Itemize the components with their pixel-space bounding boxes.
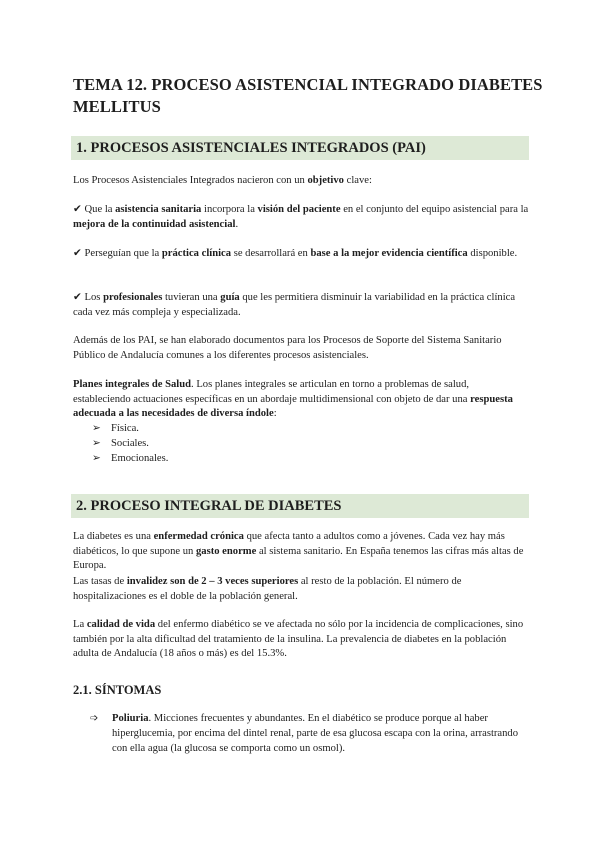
- text-run: Las tasas de: [73, 576, 127, 587]
- arrow-bullet-icon: ➢: [92, 453, 101, 464]
- text-run: se desarrollará en: [231, 248, 311, 259]
- section-heading-pai: [71, 136, 529, 160]
- support-processes-paragraph: Además de los PAI, se han elaborado documentos para los Procesos de Soporte del Sistema Sanitario Público de Andalucía comunes a los diferentes procesos asistenciales.: [73, 335, 502, 361]
- text-run: . Los planes integrales se articulan en torno a problemas de salud, estableciendo actuaciones específicas en un abordaje multidimensional con objeto de dar una: [73, 379, 471, 405]
- text-run: al sistema sanitario. En España tenemos las cifras más altas de Europa.: [73, 545, 524, 571]
- text-run: tuvieran una: [162, 292, 221, 303]
- text-bold: objetivo: [307, 175, 344, 186]
- list-item-text: Emocionales.: [111, 453, 169, 464]
- integral-plans-paragraph: [73, 378, 529, 422]
- objective-item-3: [73, 291, 529, 320]
- text-bold: visión del paciente: [257, 204, 341, 215]
- text-run: al resto de la población. El número de hospitalizaciones es el doble de la población general.: [73, 576, 462, 602]
- diabetes-paragraph-3: [73, 618, 529, 662]
- subsection-heading-symptoms: 2.1. SÍNTOMAS: [73, 683, 162, 697]
- text-bold: base a la mejor evidencia científica: [310, 248, 468, 259]
- text-run: en el conjunto del equipo asistencial para la: [340, 204, 529, 215]
- text-run: ✔ Los: [73, 292, 104, 303]
- list-item-text: Sociales.: [111, 438, 149, 449]
- text-run: La diabetes es una: [73, 531, 154, 542]
- intro-paragraph: [73, 174, 529, 189]
- diabetes-paragraph-2: [73, 575, 529, 604]
- text-bold: Planes integrales de Salud: [73, 379, 192, 390]
- text-bold: calidad de vida: [86, 619, 156, 630]
- text-run: :: [273, 408, 277, 419]
- arrow-bullet-icon: ➢: [92, 438, 101, 449]
- list-item: [92, 422, 139, 437]
- text-run: disponible.: [467, 248, 518, 259]
- text-bold: respuesta adecuada a las necesidades de diversa índole: [73, 393, 513, 419]
- text-bold: enfermedad crónica: [153, 531, 244, 542]
- diabetes-paragraph-1: [73, 530, 529, 574]
- text-run: La: [73, 619, 87, 630]
- text-bold: Poliuria: [112, 713, 149, 724]
- list-item: [92, 452, 168, 467]
- section-heading-text: 1. PROCESOS ASISTENCIALES INTEGRADOS (PAI): [76, 140, 426, 156]
- text-run: Los Procesos Asistenciales Integrados nacieron con un: [73, 175, 308, 186]
- objective-item-1: [73, 203, 529, 232]
- text-run: ✔ Perseguían que la: [73, 248, 162, 259]
- text-bold: gasto enorme: [195, 545, 257, 557]
- document-title: TEMA 12. PROCESO ASISTENCIAL INTEGRADO DIABETES MELLITUS: [73, 75, 543, 116]
- text-run: ✔ Que la: [73, 204, 116, 215]
- text-bold: guía: [220, 292, 240, 303]
- text-run: .: [235, 218, 239, 230]
- list-item: [92, 437, 149, 452]
- text-run: que les permitiera disminuir la variabilidad en la práctica clínica cada vez más compleja y especializada.: [73, 292, 516, 318]
- text-bold: invalidez son de 2 – 3 veces superiores: [126, 576, 299, 587]
- list-item-text: Física.: [111, 423, 139, 434]
- text-bold: asistencia sanitaria: [115, 204, 202, 215]
- section-heading-text: 2. PROCESO INTEGRAL DE DIABETES: [76, 498, 342, 514]
- text-run: del enfermo diabético se ve afectada no sólo por la incidencia de complicaciones, sino también por la alta dificultad del tratamiento de la insulina. La prevalencia de diabetes en la población adulta de Andalucía (18 años o más) es del 15.3%.: [73, 619, 524, 659]
- text-bold: profesionales: [103, 292, 163, 303]
- arrow-bullet-icon: ➢: [92, 423, 101, 434]
- text-run: que afecta tanto a adultos como a jóvenes. Cada vez hay más diabéticos, lo que supone un: [73, 531, 505, 557]
- text-run: clave:: [343, 175, 372, 186]
- arrow-bullet-icon: ➩: [90, 713, 99, 724]
- section-heading-diabetes: [71, 494, 529, 518]
- text-bold: práctica clínica: [161, 248, 232, 259]
- text-run: incorpora la: [201, 204, 258, 215]
- objective-item-2: [73, 247, 529, 262]
- text-bold: mejora de la continuidad asistencial: [73, 218, 236, 230]
- text-run: . Micciones frecuentes y abundantes. En el diabético se produce porque al haber hiperglucemia, por encima del dintel renal, parte de esa glucosa escapa con la orina, arrastrando con ella agua (la glucosa se comporta como un osmol).: [112, 713, 519, 754]
- symptom-text: [112, 711, 530, 756]
